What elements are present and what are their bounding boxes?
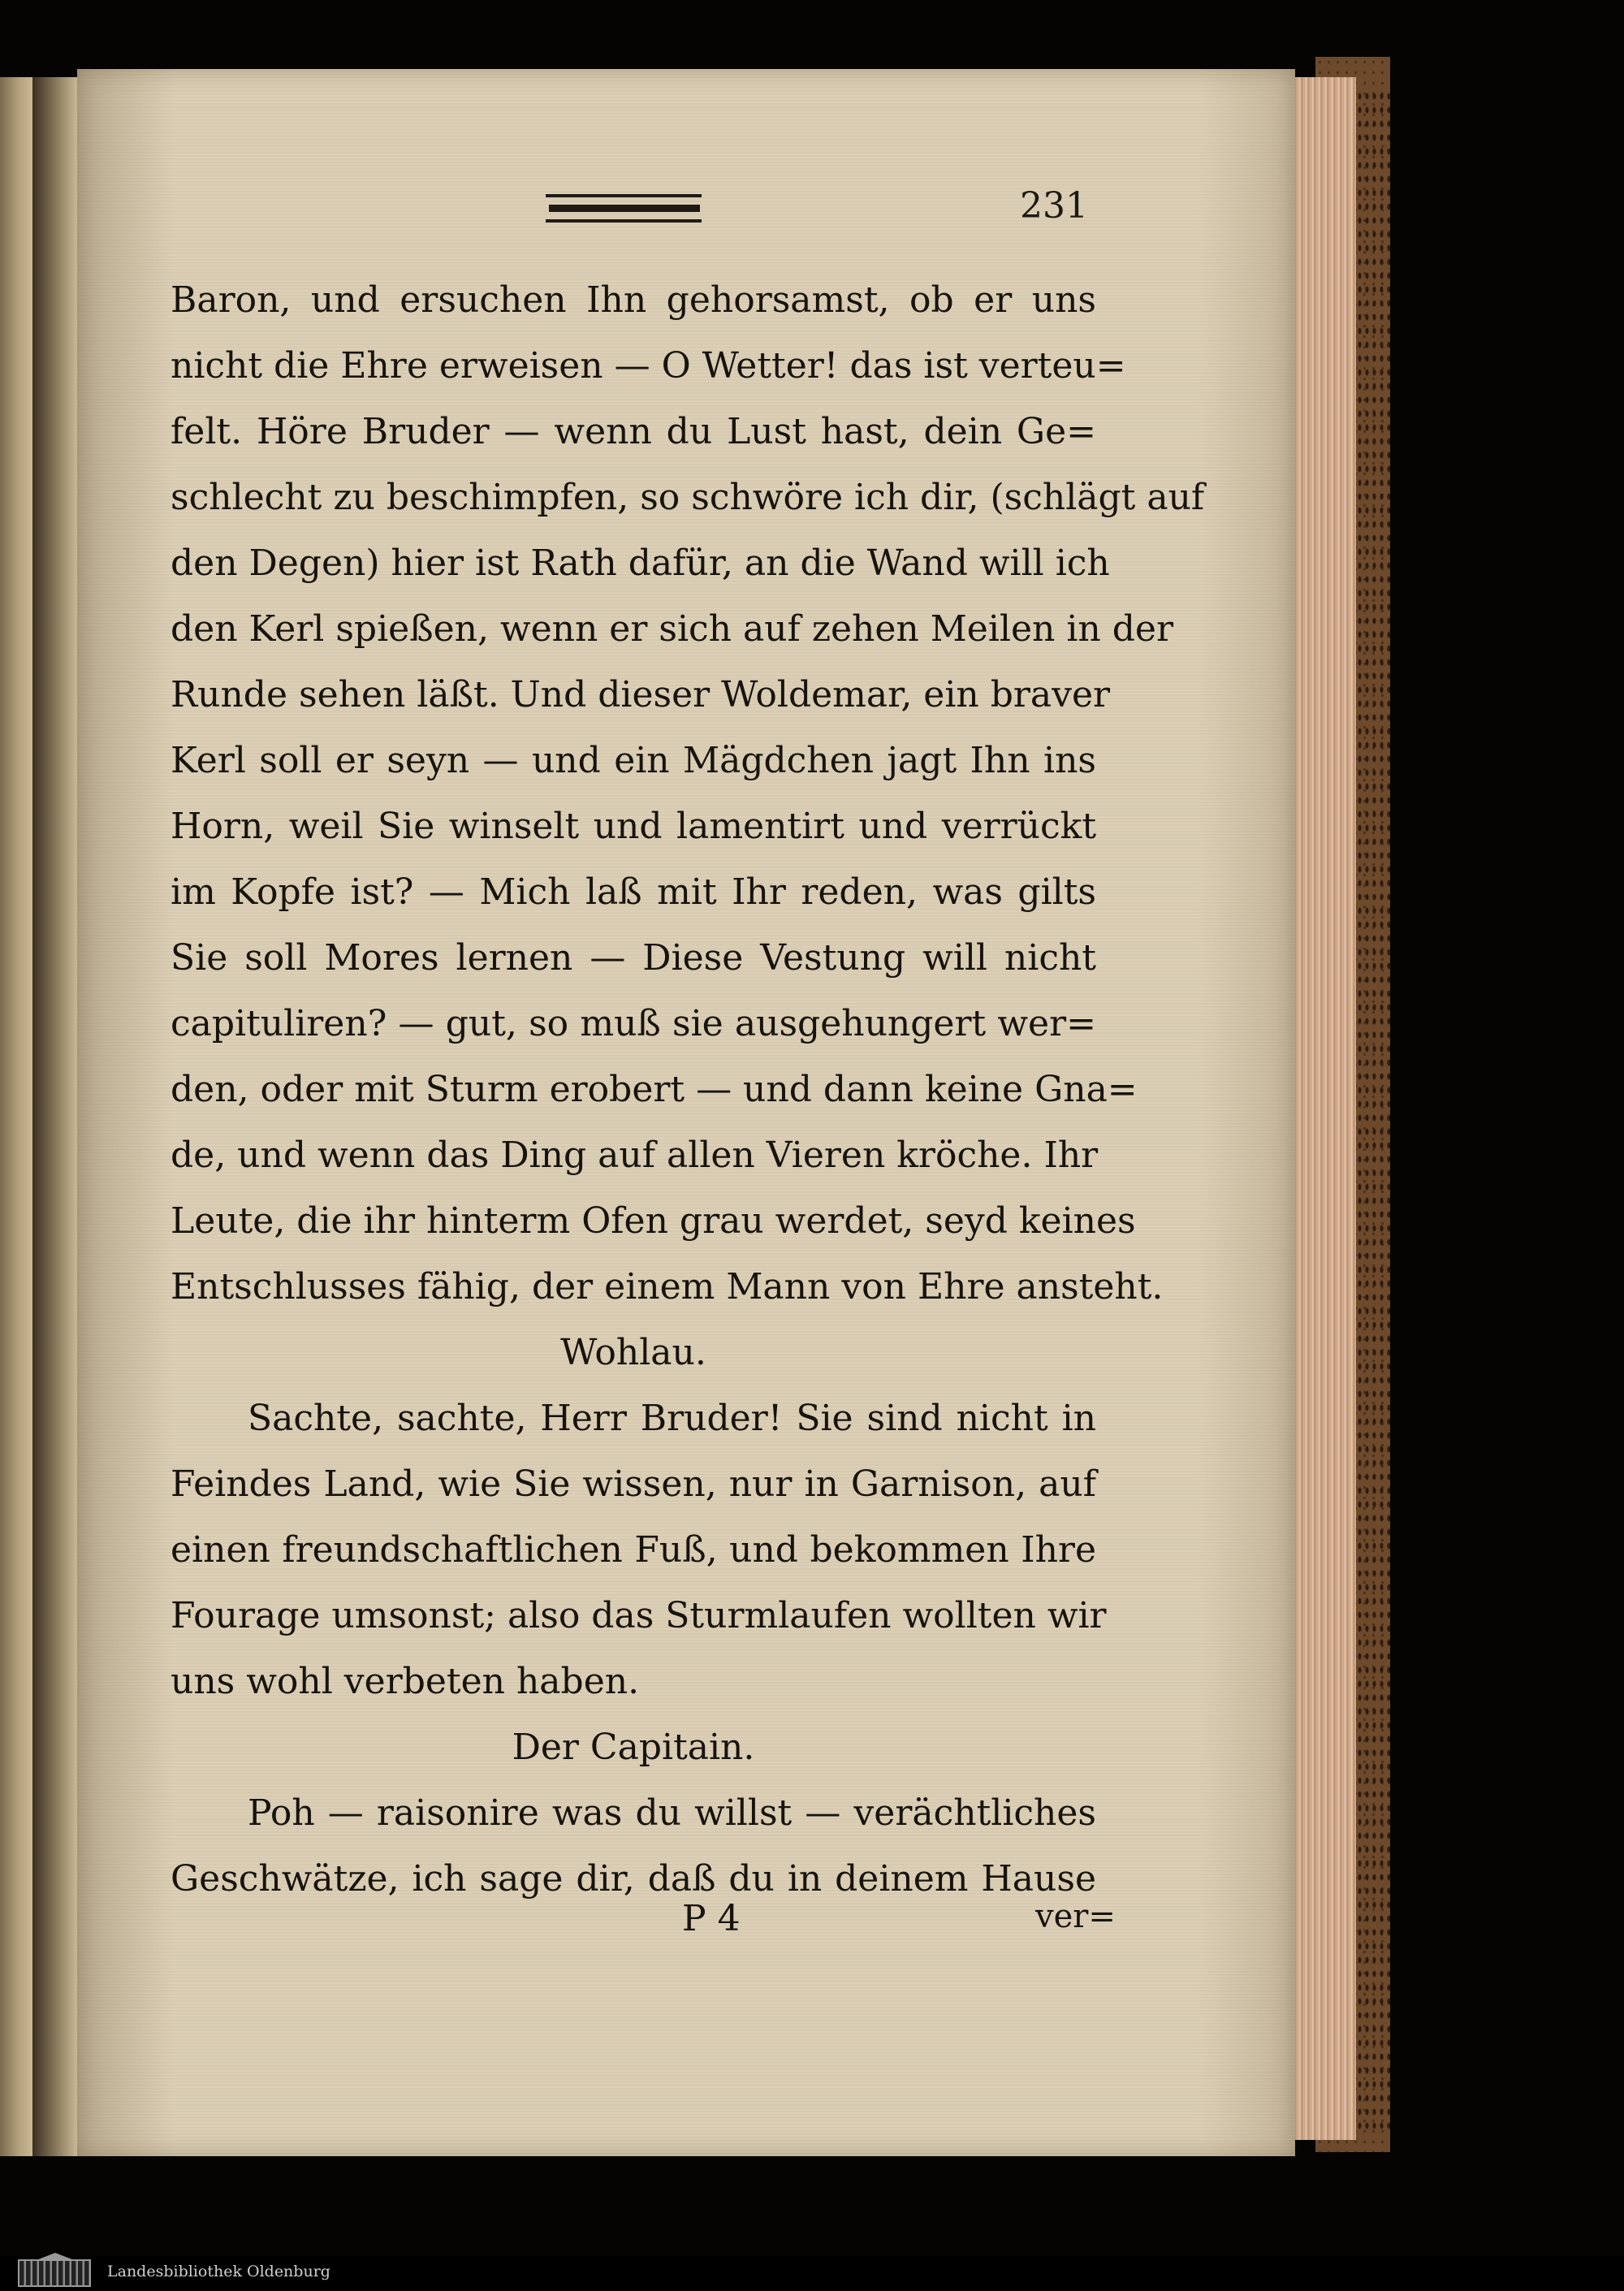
text-line: schlecht zu beschimpfen, so schwöre ich dir, (schlägt auf [171, 477, 1205, 518]
text-line: Sachte, sachte, Herr Bruder! Sie sind nicht in [248, 1398, 1096, 1439]
text-line: Sie soll Mores lernen — Diese Vestung will nicht [171, 937, 1096, 979]
text-line: uns wohl verbeten haben. [171, 1661, 640, 1702]
text-line: Entschlusses fähig, der einem Mann von Ehre ansteht. [171, 1266, 1164, 1308]
text-line: Baron, und ersuchen Ihn gehorsamst, ob er uns [171, 279, 1096, 321]
text-line: im Kopfe ist? — Mich laß mit Ihr reden, was gilts [171, 871, 1096, 913]
catchword: ver= [1035, 1898, 1116, 1935]
text-line: Fourage umsonst; also das Sturmlaufen wollten wir [171, 1595, 1107, 1636]
text-line: Kerl soll er seyn — und ein Mägdchen jagt Ihn ins [171, 740, 1096, 781]
text-line: Horn, weil Sie winselt und lamentirt und verrückt [171, 806, 1096, 847]
text-line: felt. Höre Bruder — wenn du Lust hast, dein Ge= [171, 411, 1096, 452]
header-rule-thin-top [546, 194, 702, 197]
header-rule-thin-bottom [546, 219, 702, 223]
page-number: 231 [1020, 185, 1088, 227]
facing-page-edge [0, 77, 32, 2156]
signature-mark: P 4 [682, 1898, 741, 1939]
text-line: Feindes Land, wie Sie wissen, nur in Garnison, auf [171, 1463, 1096, 1505]
speaker-heading: Wohlau. [560, 1332, 706, 1373]
page-block-edge [1291, 77, 1356, 2140]
text-line: den Degen) hier ist Rath dafür, an die Wand will ich [171, 542, 1110, 584]
text-line: nicht die Ehre erweisen — O Wetter! das ist verteu= [171, 345, 1126, 387]
text-line: capituliren? — gut, so muß sie ausgehungert wer= [171, 1003, 1096, 1044]
book-cover-edge [1356, 89, 1390, 2136]
text-line: de, und wenn das Ding auf allen Vieren kröche. Ihr [171, 1135, 1099, 1176]
text-line: einen freundschaftlichen Fuß, und bekommen Ihre [171, 1529, 1096, 1571]
library-building-icon [18, 2259, 91, 2287]
book-gutter [32, 77, 77, 2156]
text-line: Leute, die ihr hinterm Ofen grau werdet, seyd keines [171, 1200, 1136, 1242]
text-line: den, oder mit Sturm erobert — und dann keine Gna= [171, 1069, 1138, 1110]
text-line: Poh — raisonire was du willst — verächtliches [248, 1792, 1096, 1834]
speaker-heading: Der Capitain. [512, 1727, 755, 1768]
text-line: Geschwätze, ich sage dir, daß du in deinem Hause [171, 1858, 1096, 1900]
header-rule-thick [549, 205, 700, 212]
library-name: Landesbibliothek Oldenburg [107, 2263, 330, 2280]
text-line: den Kerl spießen, wenn er sich auf zehen Meilen in der [171, 608, 1173, 650]
text-line: Runde sehen läßt. Und dieser Woldemar, ein braver [171, 674, 1111, 715]
